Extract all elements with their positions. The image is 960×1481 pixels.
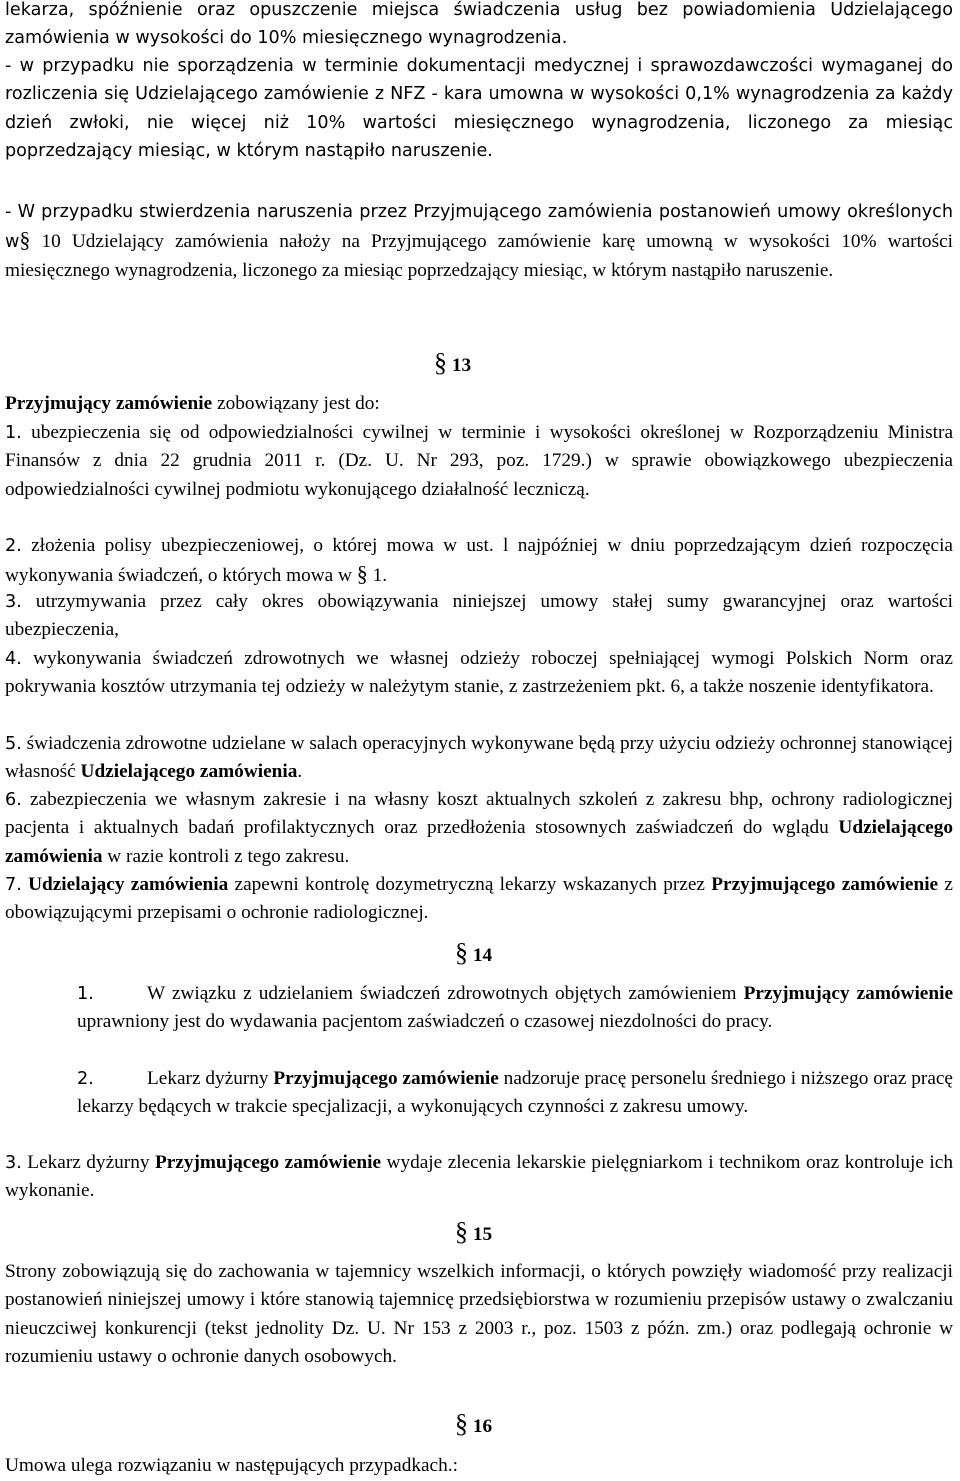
- section-13-item-7: 7. Udzielający zamówienia zapewni kontrolę dozymetryczną lekarzy wskazanych przez Przyjmującego zamówienie z obowiązującymi przepisami o ochronie radiologicznej.: [5, 874, 953, 924]
- section-symbol: [19, 231, 30, 252]
- section-14-heading: § 14: [455, 939, 492, 970]
- section-15-heading: § 15: [455, 1218, 492, 1249]
- section-13-item-4: 4. wykonywania świadczeń zdrowotnych we własnej odzieży roboczej spełniającej wymogi Polskich Norm oraz pokrywania kosztów utrzymania tej odzieży w należytym stanie, z zastrzeżeniem pkt. 6, a także noszenie identyfikatora.: [5, 648, 953, 698]
- section-13-item-5: 5. świadczenia zdrowotne udzielane w salach operacyjnych wykonywane będą przy użyciu odzieży ochronnej stanowiącej własność Udzielającego zamówienia.: [5, 733, 953, 783]
- section-16-heading: § 16: [455, 1410, 492, 1441]
- section-13-intro: Przyjmujący zamówienie zobowiązany jest do:: [5, 393, 380, 414]
- section-13-heading: § 13: [434, 349, 471, 380]
- section-14-item-1: 1. W związku z udzielaniem świadczeń zdrowotnych objętych zamówieniem Przyjmujący zamówienie uprawniony jest do wydawania pacjentom zaświadczeń o czasowej niezdolności do pracy.: [77, 983, 953, 1033]
- section-13-item-1: 1. ubezpieczenia się od odpowiedzialności cywilnej w terminie i wysokości określonej w Rozporządzeniu Ministra Finansów z dnia 22 grudnia 2011 r. (Dz. U. Nr 293, poz. 1729.) w sprawie obowiązkowego ubezpieczenia odpowiedzialności cywilnej podmiotu wykonującego działalność leczniczą.: [5, 422, 953, 500]
- section-14-item-3: 3. Lekarz dyżurny Przyjmującego zamówienie wydaje zlecenia lekarskie pielęgniarkom i technikom oraz kontroluje ich wykonanie.: [5, 1152, 953, 1202]
- violation-text-b: 10 Udzielający zamówienia nałoży na Przyjmującego zamówienie karę umowną w wysokości 10% wartości miesięcznego wynagrodzenia, liczonego za miesiąc poprzedzający miesiąc, w którym nastąpiło naruszenie.: [5, 231, 953, 281]
- section-13-item-3: 3. utrzymywania przez cały okres obowiązywania niniejszej umowy stałej sumy gwarancyjnej oraz wartości ubezpieczenia,: [5, 591, 953, 641]
- party-name: Przyjmujący zamówienie: [5, 393, 213, 414]
- section-16-text: Umowa ulega rozwiązaniu w następujących przypadkach.:: [5, 1455, 458, 1476]
- paragraph-penalty-lateness: lekarza, spóźnienie oraz opuszczenie miejsca świadczenia usług bez powiadomienia Udzielającego zamówienia w wysokości do 10% miesięcznego wynagrodzenia.: [5, 0, 953, 49]
- violation-text-a: - W przypadku stwierdzenia naruszenia przez Przyjmującego zamówienia postanowień umowy określonych w: [5, 202, 953, 253]
- section-13-item-2: 2. złożenia polisy ubezpieczeniowej, o której mowa w ust. l najpóźniej w dniu poprzedzającym dzień rozpoczęcia wykonywania świadczeń, o których mowa w § 1.: [5, 532, 953, 591]
- section-symbol: [357, 565, 368, 586]
- paragraph-penalty-violation: [5, 198, 953, 285]
- section-15-text: Strony zobowiązują się do zachowania w tajemnicy wszelkich informacji, o których powzięły wiadomość przy realizacji postanowień niniejszej umowy i które stanowią tajemnicę przedsiębiorstwa w rozumieniu przepisów ustawy o zwalczaniu nieuczciwej konkurencji (tekst jednolity Dz. U. Nr 153 z 2003 r., poz. 1503 z późn. zm.) oraz podlegają ochronie w rozumieniu ustawy o ochronie danych osobowych.: [5, 1261, 953, 1367]
- section-13-item-6: 6. zabezpieczenia we własnym zakresie i na własny koszt aktualnych szkoleń z zakresu bhp, ochrony radiologicznej pacjenta i aktualnych badań profilaktycznych oraz przedłożenia stosownych zaświadczeń do wglądu Udzielającego zamówienia w razie kontroli z tego zakresu.: [5, 789, 953, 867]
- section-14-item-2: 2. Lekarz dyżurny Przyjmującego zamówienie nadzoruje pracę personelu średniego i niższego oraz pracę lekarzy będących w trakcie specjalizacji, a wykonujących czynności z zakresu umowy.: [77, 1068, 953, 1118]
- paragraph-penalty-nfz: - w przypadku nie sporządzenia w terminie dokumentacji medycznej i sprawozdawczości wymaganej do rozliczenia się Udzielającego zamówienie z NFZ - kara umowna w wysokości 0,1% wynagrodzenia za każdy dzień zwłoki, nie więcej niż 10% wartości miesięcznego wynagrodzenia, liczonego za miesiąc poprzedzający miesiąc, w którym nastąpiło naruszenie.: [5, 56, 953, 161]
